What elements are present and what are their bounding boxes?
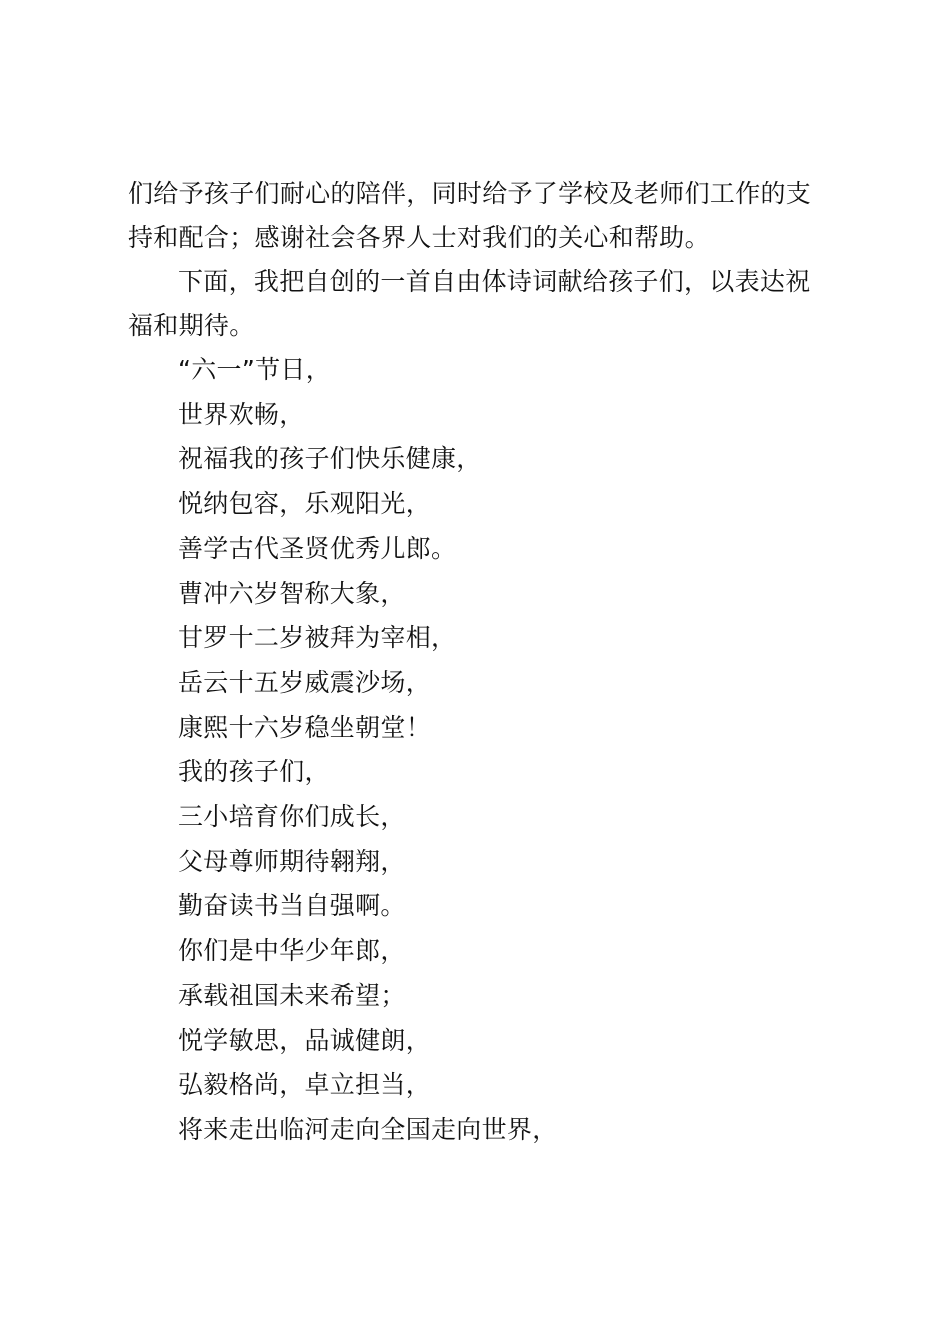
text-line: 下面，我把自创的一首自由体诗词献给孩子们，以表达祝: [178, 267, 811, 296]
text-line: 持和配合；感谢社会各界人士对我们的关心和帮助。: [128, 223, 710, 252]
poem-line: 岳云十五岁威震沙场，: [178, 667, 432, 697]
poem-line: 勤奋读书当自强啊。: [178, 891, 406, 921]
poem-line: 悦学敏思，品诚健朗，: [178, 1025, 432, 1055]
poem: [128, 348, 838, 1153]
poem-line: 三小培育你们成长，: [178, 802, 406, 832]
text-line: 福和期待。: [128, 311, 255, 340]
poem-line: 甘罗十二岁被拜为宰相，: [178, 623, 457, 653]
paragraph-poem-intro: [128, 260, 838, 348]
text-line: 们给予孩子们耐心的陪伴，同时给予了学校及老师们工作的支: [128, 179, 812, 208]
poem-line: 将来走出临河走向全国走向世界，: [178, 1114, 558, 1144]
poem-line: 承载祖国未来希望；: [178, 980, 406, 1010]
paragraph-thanks: [128, 172, 838, 260]
poem-line: 康熙十六岁稳坐朝堂！: [178, 712, 432, 742]
poem-line: 祝福我的孩子们快乐健康，: [178, 444, 482, 474]
poem-line: 你们是中华少年郎，: [178, 936, 406, 966]
poem-line: 善学古代圣贤优秀儿郎。: [178, 533, 457, 563]
poem-line: 弘毅格尚，卓立担当，: [178, 1070, 432, 1100]
poem-line: 世界欢畅，: [178, 399, 305, 429]
poem-line: “六一”节日，: [178, 355, 332, 384]
poem-line: 我的孩子们，: [178, 757, 330, 787]
poem-line: 父母尊师期待翱翔，: [178, 846, 406, 876]
document-body: [128, 172, 838, 1153]
poem-line: 悦纳包容，乐观阳光，: [178, 489, 432, 519]
poem-line: 曹冲六岁智称大象，: [178, 578, 406, 608]
